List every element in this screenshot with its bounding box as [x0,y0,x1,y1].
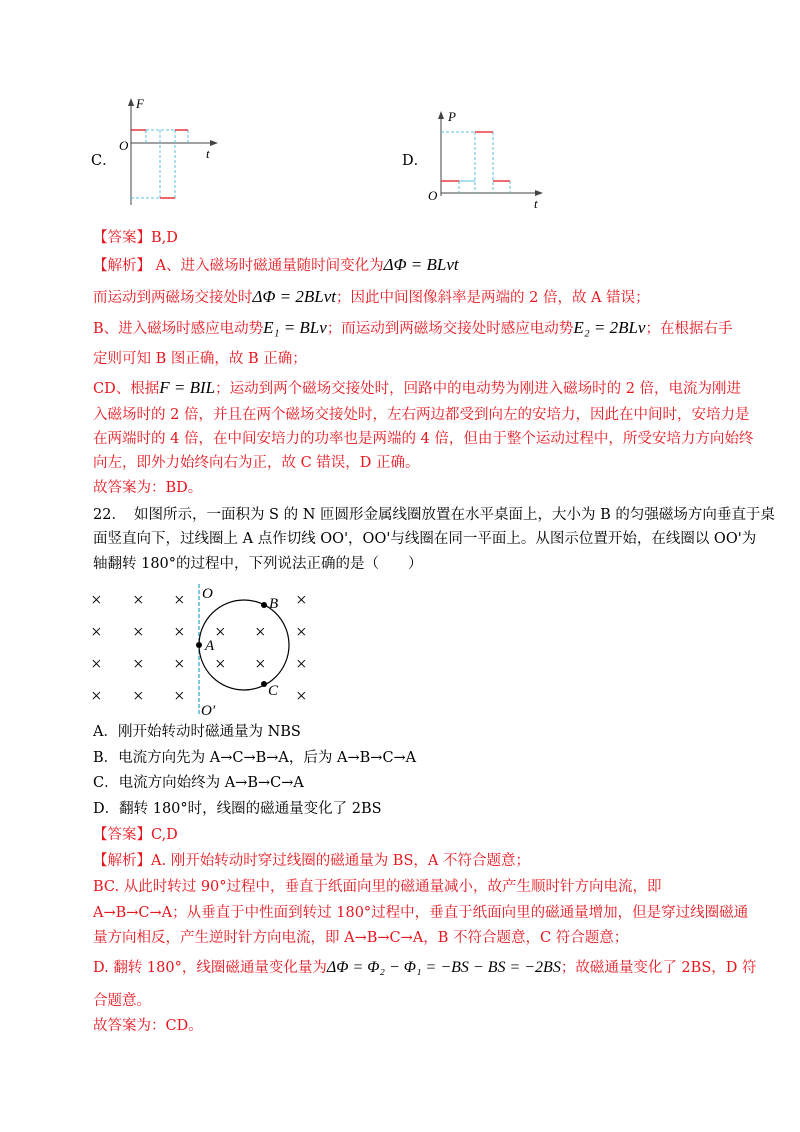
point-b [261,602,267,608]
q21-final-answer: 故答案为：BD。 [93,480,203,496]
formula: E₂ = 2BLv [573,318,646,337]
x-axis-label: t [206,146,210,161]
q22-stem-line-3: 轴翻转 180°的过程中，下列说法正确的是（ ） [93,556,423,572]
analysis-text: A. 刚开始转动时穿过线圈的磁通量为 BS，A 不符合题意； [151,853,530,869]
analysis-text: ；故磁通量变化了 2BS，D 符 [560,960,757,976]
q22-analysis-line-6: 合题意。 [93,993,151,1009]
field-mark: × [174,686,185,707]
x-axis-label: t [534,196,538,211]
analysis-tag: 【解析】 [93,258,151,274]
option-a[interactable]: A．刚开始转动时磁通量为 NBS [93,724,301,740]
y-axis-arrow [128,98,134,106]
q21-analysis-line-1 [93,255,459,276]
field-mark: × [91,686,102,707]
analysis-text: B、进入磁场时感应电动势 [93,321,264,337]
origin-label: O [119,138,129,153]
analysis-text: ；在根据右手 [645,321,733,337]
field-mark: × [133,686,144,707]
q21-analysis-line-4: 定则可知 B 图正确，故 B 正确； [93,351,307,367]
field-mark: × [174,590,185,611]
analysis-text: ；而运动到两磁场交接处时感应电动势 [326,321,574,337]
formula: F = BIL [159,378,216,397]
option-d-label: D． [402,153,429,169]
formula: E₁ = BLv [263,318,327,337]
answer-tag: 【答案】 [93,827,151,843]
field-mark: × [296,622,307,643]
label-o-prime: O' [201,703,216,718]
analysis-text: ；运动到两个磁场交接处时，回路中的电动势为刚进入磁场时的 2 倍，电流为刚进 [215,381,742,397]
y-axis-label: P [448,109,456,124]
point-c [261,681,267,687]
q22-stem-line-2: 面竖直向下，过线圈上 A 点作切线 OO'，OO'与线圈在同一平面上。从图示位置开始，在线圈以 OO'为 [93,531,757,547]
q21-analysis-line-3 [93,318,732,339]
answer-value: B,D [151,230,178,246]
field-mark: × [296,686,307,707]
field-mark: × [215,622,226,643]
option-c-graph [110,95,225,210]
option-b[interactable]: B．电流方向先为 A→C→B→A，后为 A→B→C→A [93,750,417,766]
formula: ΔΦ = Φ₂ − Φ₁ = −BS − BS = −2BS [326,959,561,976]
analysis-tag: 【解析】 [93,853,151,869]
field-mark: × [255,654,266,675]
q22-final-answer: 故答案为：CD。 [93,1018,203,1034]
analysis-text: CD、根据 [93,381,160,397]
field-mark: × [133,622,144,643]
analysis-text: 而运动到两磁场交接处时 [93,290,253,306]
field-mark: × [174,622,185,643]
q21-analysis-line-7: 在两端时的 4 倍，在中间安培力的功率也是两端的 4 倍，但由于整个运动过程中，所受安培力方向始终 [93,431,754,447]
option-c-label: C． [91,153,117,169]
field-mark: × [296,654,307,675]
q22-magnetic-field-figure [85,578,325,718]
field-mark: × [91,622,102,643]
stem-text: 如图所示，一面积为 S 的 N 匝圆形金属线圈放置在水平桌面上，大小为 B 的匀强磁场方向垂直于桌 [133,507,775,523]
option-d-graph [425,108,550,213]
q21-analysis-line-5 [93,378,741,399]
field-mark: × [296,590,307,611]
q22-stem-line-1 [93,505,775,525]
q21-analysis-line-8: 向左，即外力始终向右为正，故 C 错误，D 正确。 [93,455,420,471]
x-axis-arrow [210,140,218,146]
field-mark: × [215,654,226,675]
analysis-text: A、进入磁场时磁通量随时间变化为 [151,258,384,274]
q22-analysis-line-4: 量方向相反，产生逆时针方向电流，即 A→B→C→A，B 不符合题意，C 符合题意； [93,930,629,946]
answer-tag: 【答案】 [93,230,151,246]
field-mark: × [133,590,144,611]
label-o: O [202,586,213,602]
field-mark: × [91,590,102,611]
q21-analysis-line-2 [93,287,650,308]
option-d[interactable]: D．翻转 180°时，线圈的磁通量变化了 2BS [93,801,382,817]
field-mark: × [174,654,185,675]
q22-answer-line [93,825,178,845]
y-axis-label: F [136,96,144,111]
formula: ΔΦ = BLvt [383,255,459,274]
analysis-text: D. 翻转 180°，线圈磁通量变化量为 [93,960,327,976]
answer-value: C,D [151,827,178,843]
formula: ΔΦ = 2BLvt [252,287,336,306]
y-axis-arrow [438,111,444,119]
label-b: B [269,596,279,612]
label-a: A [205,638,215,654]
q21-analysis-line-6: 入磁场时的 2 倍，并且在两个磁场交接处时，左右两边都受到向左的安培力，因此在中间时，安培力是 [93,407,750,423]
option-c[interactable]: C．电流方向始终为 A→B→C→A [93,775,304,791]
question-number: 22． [93,507,126,523]
origin-label: O [428,188,438,203]
field-mark: × [255,622,266,643]
field-mark: × [133,654,144,675]
point-a [196,642,202,648]
q22-analysis-line-3: A→B→C→A；从垂直于中性面到转过 180°过程中，垂直于纸面向里的磁通量增加，但是穿过线圈磁通 [93,905,749,921]
label-c: C [268,683,279,699]
q21-answer-line [93,228,178,248]
q22-analysis-line-2: BC. 从此时转过 90°过程中，垂直于纸面向里的磁通量减小，故产生顺时针方向电流，即 [93,879,662,895]
field-mark: × [91,654,102,675]
q22-analysis-line-5 [93,958,757,978]
analysis-text: ；因此中间图像斜率是两端的 2 倍，故 A 错误； [336,290,650,306]
q22-analysis-line-1 [93,851,530,871]
